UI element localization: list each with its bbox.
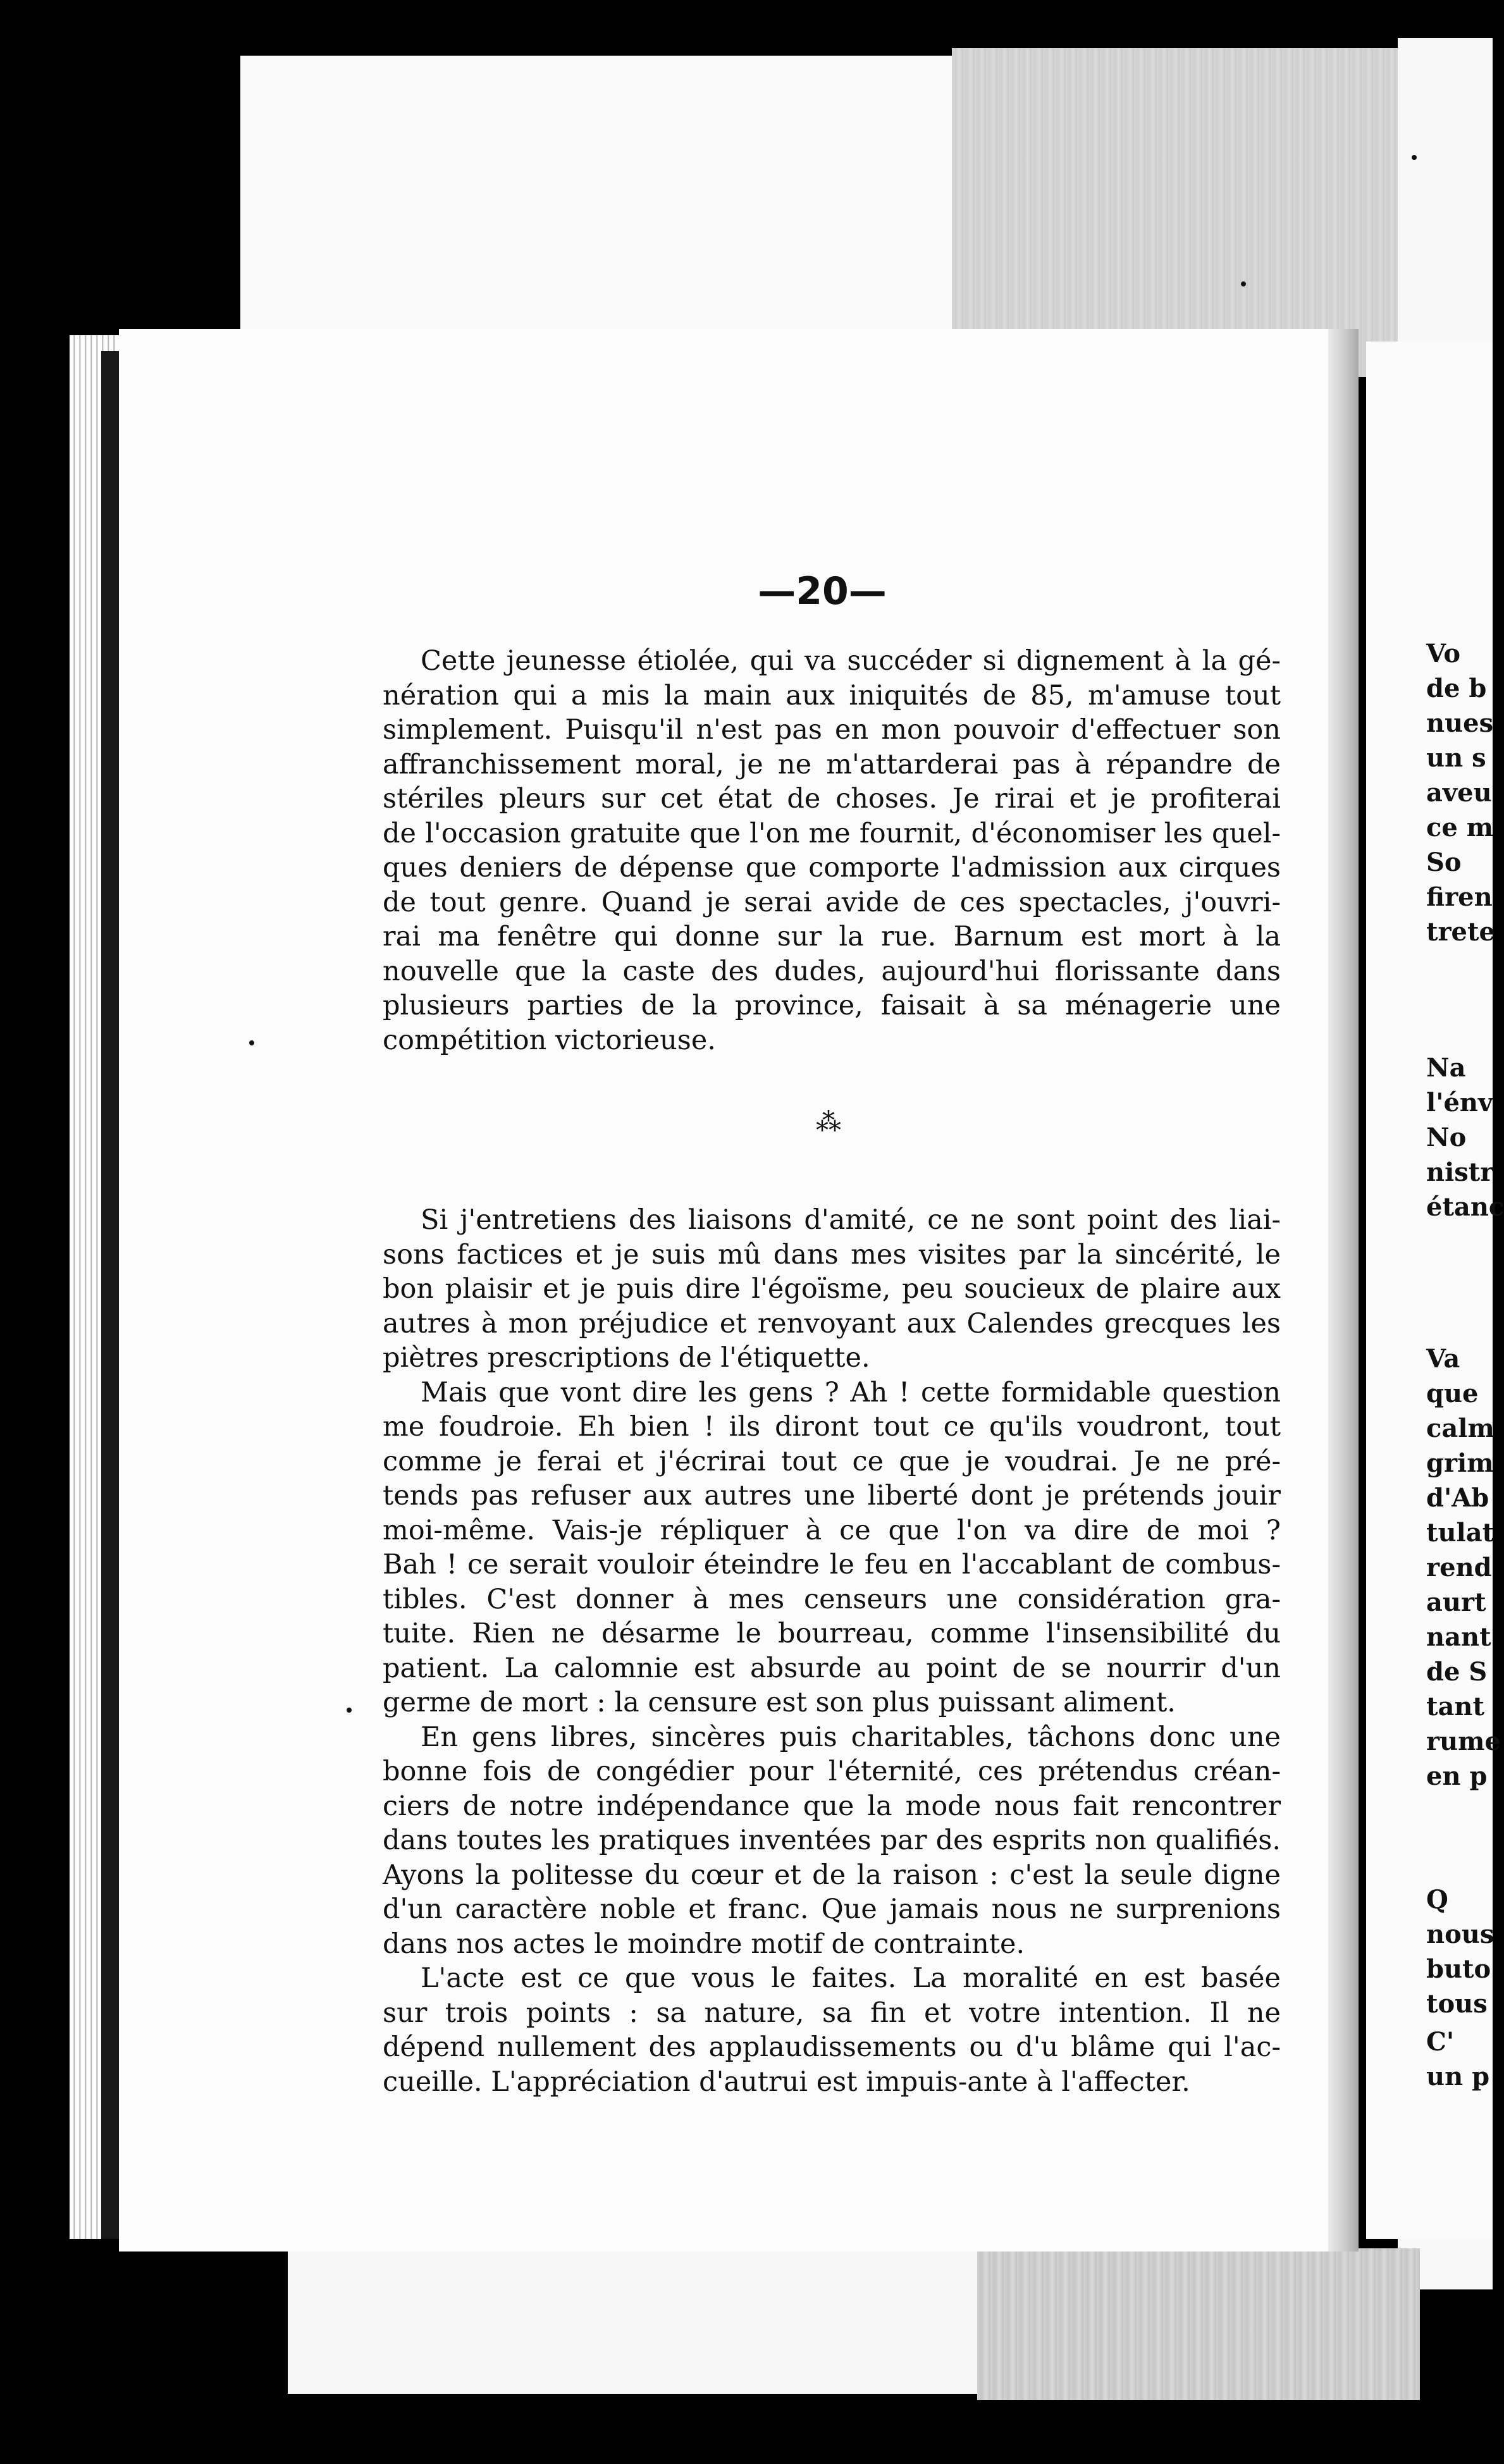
facing-page-line: en p	[1426, 1761, 1488, 1791]
text-line: rai ma fenêtre qui donne sur la rue. Barnum est mort à la	[383, 921, 1281, 952]
speck	[347, 1708, 352, 1713]
facing-page-line: d'Ab	[1426, 1483, 1489, 1513]
facing-page-line: que	[1426, 1379, 1479, 1408]
background-fabric-top	[952, 48, 1398, 377]
facing-page-line: So	[1426, 847, 1462, 877]
paragraph-1	[383, 644, 1281, 1057]
text-line: dans toutes les pratiques inventées par des esprits non qualifiés.	[383, 1825, 1281, 1856]
speck	[249, 1040, 254, 1045]
text-line: d'un caractère noble et franc. Que jamais nous ne surprenions	[383, 1894, 1281, 1925]
text-line: nouvelle que la caste des dudes, aujourd'hui florissante dans	[383, 955, 1281, 987]
text-line: cueille. L'appréciation d'autrui est impuis-ante à l'affecter.	[383, 2066, 1190, 2098]
facing-page-line: un p	[1426, 2062, 1490, 2091]
facing-page-line: nant	[1426, 1622, 1491, 1652]
text-line: affranchissement moral, je ne m'attarderai pas à répandre de	[383, 748, 1281, 780]
page-shadow	[101, 351, 119, 2239]
facing-page-line: étanc	[1426, 1192, 1504, 1222]
facing-page-line: tulat	[1426, 1518, 1495, 1548]
facing-page-line: firen	[1426, 882, 1493, 912]
facing-page-line: de S	[1426, 1657, 1488, 1687]
facing-page-line: ce m	[1426, 813, 1494, 842]
asterism-separator: ⁂	[816, 1108, 841, 1137]
text-line: comme je ferai et j'écrirai tout ce que je voudrai. Je ne pré-	[383, 1445, 1281, 1477]
facing-page-line: l'énv	[1426, 1088, 1493, 1118]
facing-page-line: nues	[1426, 708, 1494, 738]
text-line: ciers de notre indépendance que la mode nous fait rencontrer	[383, 1790, 1281, 1822]
text-line: Bah ! ce serait vouloir éteindre le feu en l'accablant de combus-	[383, 1549, 1281, 1580]
facing-page-line: buto	[1426, 1954, 1491, 1984]
facing-page-line: No	[1426, 1123, 1467, 1152]
speck	[1241, 281, 1246, 286]
text-line: stériles pleurs sur cet état de choses. Je rirai et je profiterai	[383, 783, 1281, 815]
text-line: dépend nullement des applaudissements ou d'u blâme qui l'ac-	[383, 2031, 1281, 2063]
paragraph-2	[383, 1203, 1281, 2099]
text-line: germe de mort : la censure est son plus puissant aliment.	[383, 1687, 1176, 1718]
text-line: me foudroie. Eh bien ! ils diront tout ce qu'ils voudront, tout	[383, 1411, 1281, 1443]
facing-page-line: nous	[1426, 1919, 1495, 1949]
text-line: sur trois points : sa nature, sa fin et votre intention. Il ne	[383, 1997, 1281, 2029]
facing-page-line: Q	[1426, 1885, 1448, 1914]
facing-page-line: trete	[1426, 917, 1495, 947]
text-line: plusieurs parties de la province, faisait à sa ménagerie une	[383, 990, 1281, 1021]
facing-page-line: tant	[1426, 1692, 1484, 1722]
text-line: ques deniers de dépense que comporte l'admission aux cirques	[383, 852, 1281, 884]
text-line: sons factices et je suis mû dans mes visites par la sincérité, le	[383, 1238, 1281, 1271]
facing-page-line: C'	[1426, 2027, 1455, 2057]
background-fabric-bottom	[977, 2248, 1420, 2400]
text-line: tibles. C'est donner à mes censeurs une considération gra-	[383, 1583, 1281, 1615]
background-sheet-bottom	[288, 2248, 977, 2394]
text-line: compétition victorieuse.	[383, 1024, 716, 1056]
facing-page-line: calm	[1426, 1414, 1495, 1443]
text-line: bon plaisir et je puis dire l'égoïsme, peu soucieux de plaire aux	[383, 1273, 1281, 1305]
page-number: —20—	[758, 569, 887, 613]
text-line: tuite. Rien ne désarme le bourreau, comme l'insensibilité du	[383, 1618, 1281, 1649]
text-line: L'acte est ce que vous le faites. La moralité en est basée	[421, 1962, 1281, 1994]
text-line: bonne fois de congédier pour l'éternité, ces prétendus créan-	[383, 1756, 1281, 1787]
text-line: patient. La calomnie est absurde au point de se nourrir d'un	[383, 1652, 1281, 1684]
facing-page-line: Va	[1426, 1344, 1460, 1374]
text-line: simplement. Puisqu'il n'est pas en mon pouvoir d'effectuer son	[383, 714, 1281, 746]
facing-page-line: aurt	[1426, 1587, 1486, 1617]
text-line: de tout genre. Quand je serai avide de ces spectacles, j'ouvri-	[383, 886, 1281, 918]
facing-page-line: rume	[1426, 1727, 1501, 1756]
facing-page-line: de b	[1426, 674, 1487, 703]
facing-page-line: un s	[1426, 743, 1486, 773]
facing-page-line: nistr	[1426, 1157, 1494, 1187]
text-line: Mais que vont dire les gens ? Ah ! cette formidable question	[421, 1376, 1281, 1408]
text-line: Si j'entretiens des liaisons d'amité, ce ne sont point des liai-	[421, 1204, 1281, 1236]
text-line: En gens libres, sincères puis charitables, tâchons donc une	[421, 1721, 1281, 1753]
text-line: Ayons la politesse du cœur et de la raison : c'est la seule digne	[383, 1859, 1281, 1891]
text-line: moi-même. Vais-je répliquer à ce que l'on va dire de moi ?	[383, 1514, 1281, 1546]
facing-page-line: Vo	[1426, 639, 1461, 668]
facing-page-line: rend	[1426, 1553, 1492, 1582]
facing-page-line: Na	[1426, 1053, 1466, 1083]
facing-page-line: grim	[1426, 1448, 1494, 1478]
facing-page-line: aveu	[1426, 778, 1492, 808]
text-line: autres à mon préjudice et renvoyant aux Calendes grecques les	[383, 1307, 1281, 1340]
text-line: tends pas refuser aux autres une liberté dont je prétends jouir	[383, 1480, 1281, 1512]
text-line: dans nos actes le moindre motif de contrainte.	[383, 1928, 1025, 1960]
text-line: Cette jeunesse étiolée, qui va succéder si dignement à la gé-	[421, 645, 1281, 677]
text-line: nération qui a mis la main aux iniquités de 85, m'amuse tout	[383, 679, 1281, 711]
text-line: piètres prescriptions de l'étiquette.	[383, 1342, 870, 1374]
speck	[1412, 155, 1417, 160]
text-line: de l'occasion gratuite que l'on me fournit, d'économiser les quel-	[383, 817, 1281, 849]
facing-page-line: tous	[1426, 1989, 1488, 2019]
page-gutter	[1328, 329, 1359, 2251]
